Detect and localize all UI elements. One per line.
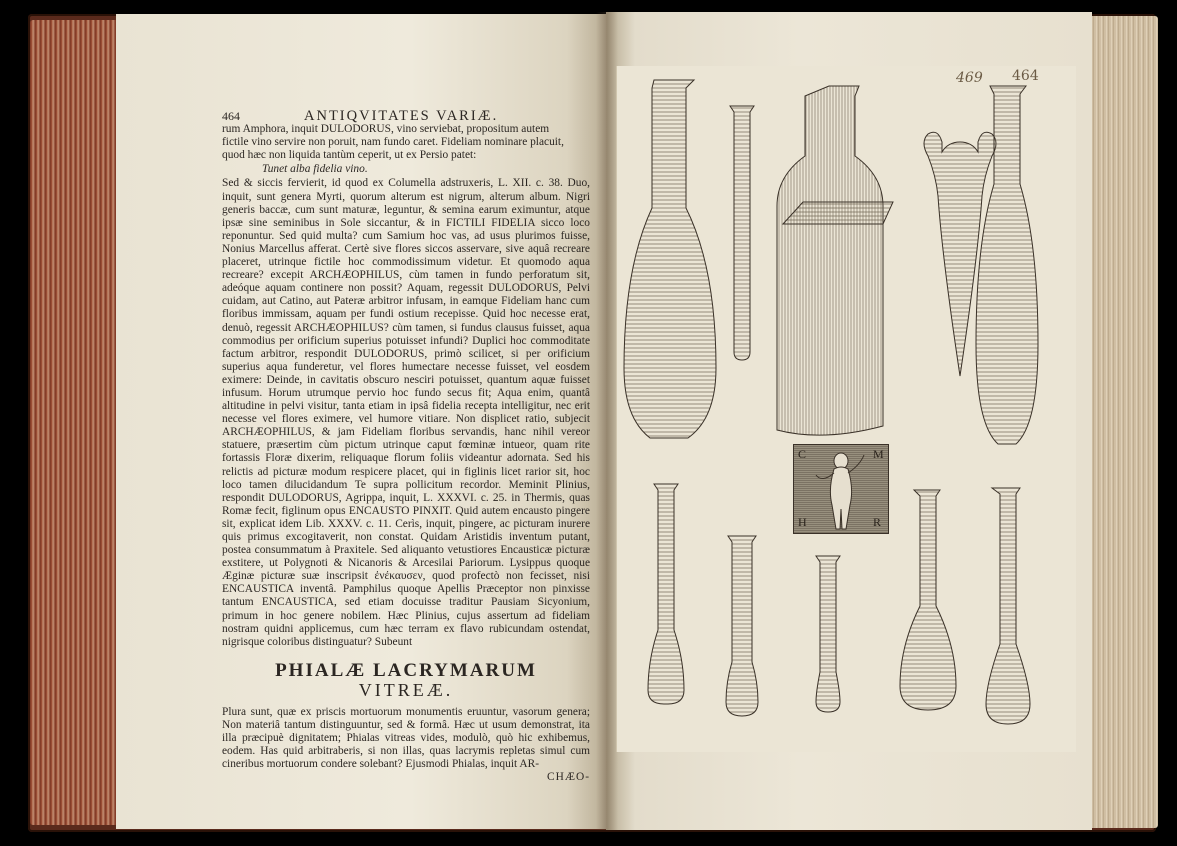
panel-letter-r: R <box>873 515 882 529</box>
panel-letter-c: C <box>798 447 807 461</box>
small-vial-5 <box>986 488 1030 724</box>
left-page-edges <box>30 20 118 825</box>
thin-tube <box>730 106 754 360</box>
panel-letter-m: M <box>873 447 884 461</box>
body-paragraph: Sed & siccis fervierit, id quod ex Columella adstruxeris, L. XII. c. 38. Duo, inquit, sunt genera Myrti, quorum alterum est nigrum, alterum album. Nigri generis baccæ, cum sunt maturæ, leguntur, & semina earum eximuntur, atque ipsæ sine seminibus in Sole siccantur, & in FICTILI FIDELIA sicco loco reponuntur. Sed quid multa? cum Samium hoc vas, ad usus plurimos fuisse, Nonius Marcellus afferat. Certè sive flores siccos asservare, sive aquâ recreare placeret, utrinque fictile hoc commodissimum videtur. Et quomodo aqua recreare? excepit ARCHÆOPHILUS, cùm tamen in fundo perforatum sit, adeóque aquam continere non possit? Aquam, regessit DULODORUS, Pelvi cuidam, aut Catino, aut Pateræ arbitror infusam, in eamque Fideliam hanc cum floribus immissam, aquam per fundi ostium recepisse. Quid hoc necesse erat, denuò, regessit ARCHÆOPHILUS? cùm tamen, si fundus clausus fuisset, aqua commodius per orificium superius potuisset infundi? Duplici hoc commoditate factum arbitror, respondit DULODORUS, primò scilicet, si per orificium superius aqua funderetur, vel flores humectare necesse fuisset, vel eosdem eximere: Deinde, in cavitatis obscuro nesciri potuisset, quantum aquæ fuisset infusum. Horum utrumque pervio hoc fundo secus fit; Aqua enim, quantâ altitudine in pelvi visitur, tanta etiam in ipsâ fidelia recepta intelligitur, nec erit necesse vel flores eximere, vel humore vitiare. Non displicet ratio, subjecit ARCHÆOPHILUS, & jam Fideliam floribus servandis, hanc nihil vereor statuere, præsertim cùm pictum utrinque caput fœminæ intueor, quam rite fortassis Floræ dixerim, reliquaque florum foliis videantur adornata. Sed his relictis ad picturæ modum respicere placet, qui in figlinis licet rarior sit, hoc loco tamen dilucidandum Te supra pollicitum recordor. Meminit Plinius, respondit DULODORUS, Agrippa, inquit, L. XXXVI. c. 25. in Thermis, quas Romæ fecit, figlinum opus ENCAUSTO PINXIT. Quid autem encausto pingere sit, explicat idem Lib. XXXV. c. 11. Cerìs, inquit, pingere, ac picturam inurere quis primus excogitaverit, non constat. Quidam Aristidis inventum putant, postea consummatum à Praxitele. Sed aliquanto vetustiores Encausticæ picturæ exstitere, ut Polygnoti & Nicanoris & Arcesilai Pariorum. Lysippus quoque Æginæ picturæ suæ inscripsit ἐνέκαυσεν, quod profectò non fecisset, nisi ENCAUSTICA inventâ. Pamphilus quoque Apellis Præceptor non pinxisse tantum ENCAUSTICA, sed etiam docuisse traditur Pausiam Sicyonium, primum in hoc genere nobilem. Hæc Plinius, cujus assertum ad fideliam nostram quidni applicemus, cum hæc terram ex flavo rubicundam ostendat, nigrisque coloribus distinguatur? Subeunt <box>222 177 590 648</box>
right-page-edges <box>1090 16 1158 828</box>
running-title: ANTIQVITATES VARIÆ. <box>304 108 499 124</box>
left-page-text <box>222 110 590 784</box>
small-vial-3 <box>816 556 840 712</box>
book-gutter <box>596 12 618 830</box>
small-vial-1 <box>648 484 684 704</box>
text-line-1: rum Amphora, inquit DULODORUS, vino serviebat, propositum autem <box>222 123 550 136</box>
handwritten-page-number: 469 <box>956 70 983 86</box>
page-header <box>222 110 590 123</box>
section-heading: PHIALÆ LACRYMARUM <box>275 659 537 681</box>
printed-page-number: 464 <box>1012 68 1039 84</box>
panel-letter-h: H <box>798 515 807 529</box>
tall-flask-left <box>624 80 716 438</box>
verse-quote: Tunet alba fidelia vino. <box>262 163 368 176</box>
page-number: 464 <box>222 109 240 123</box>
square-bottle <box>777 86 883 435</box>
text-line-3: quod hæc non liquida tantùm ceperit, ut ex Persio patet: <box>222 149 477 162</box>
section-subheading: VITREÆ. <box>358 679 454 700</box>
section-paragraph: Plura sunt, quæ ex priscis mortuorum monumentis eruuntur, vasorum genera; Non materiâ tantum distinguuntur, sed & formâ. Hæc ut usum demonstrat, ita illa præcipuè dignitatem; Phialas vitreas vides, modulò, quò hic exhibemus, eodem. Has quid arbitraberis, si non illas, quas lacrymis repletas simul cum cineribus mortuorum condere solebant? Ejusmodi Phialas, inquit AR- <box>222 705 590 771</box>
vessel-engravings <box>616 66 1075 752</box>
small-vial-4 <box>900 490 956 710</box>
text-line-2: fictile vino servire non poruit, nam fundo caret. Fideliam nominare placuit, <box>222 136 564 149</box>
catchword: CHÆO- <box>547 771 590 784</box>
small-vial-2 <box>726 536 758 716</box>
